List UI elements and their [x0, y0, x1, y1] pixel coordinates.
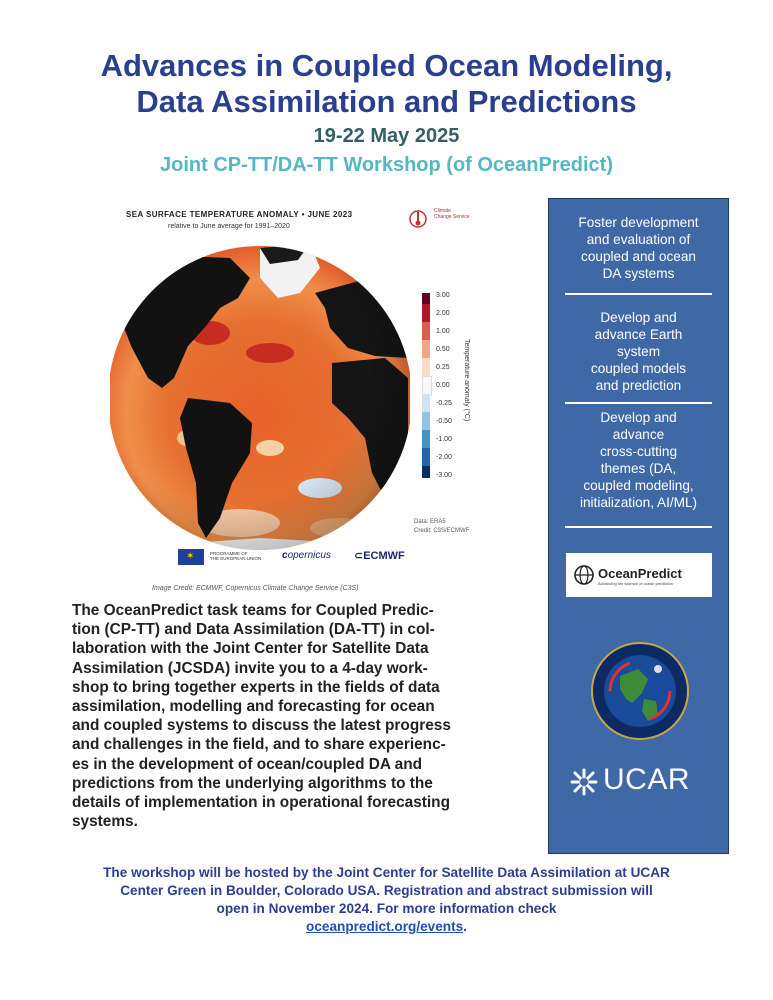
colorbar-swatch [422, 340, 430, 358]
goal-line: advance [612, 427, 665, 442]
colorbar-tick: 0.50 [436, 346, 450, 353]
title-line-1: Advances in Coupled Ocean Modeling, [100, 48, 673, 83]
ecmwf-label: ECMWF [363, 550, 405, 562]
colorbar-tick: 0.00 [436, 382, 450, 389]
eu-label-2: THE EUROPEAN UNION [210, 556, 262, 561]
image-credit: Image Credit: ECMWF, Copernicus Climate Change Service (C3S) [152, 585, 359, 592]
colorbar-swatch [422, 466, 430, 478]
paragraph-line: details of implementation in operational forecasting [72, 794, 450, 812]
paragraph-line: es in the development of ocean/coupled DA and [72, 755, 423, 773]
c3s-logo [408, 208, 498, 238]
paragraph-line: tion (CP-TT) and Data Assimilation (DA-TT) in col- [72, 621, 435, 639]
map-title: SEA SURFACE TEMPERATURE ANOMALY • JUNE 2023 [126, 210, 353, 219]
goal-line: coupled and ocean [581, 249, 696, 264]
invitation-paragraph [72, 601, 542, 831]
goal-item-3 [549, 409, 728, 511]
ucar-label: UCAR [603, 763, 691, 796]
colorbar-tick: -0.25 [436, 400, 452, 407]
c3s-label-2: Change Service [434, 214, 470, 220]
goal-line: coupled models [590, 361, 687, 376]
colorbar-tick: -3.00 [436, 472, 452, 479]
event-dates: 19-22 May 2025 [313, 125, 460, 147]
goal-line: and evaluation of [586, 232, 691, 247]
link-suffix: . [463, 919, 467, 934]
globe-map-image [110, 238, 410, 558]
oceanpredict-tagline: Advancing the science of ocean prediction [598, 581, 673, 586]
eu-flag-icon: ✶ [178, 549, 204, 565]
goal-line: advance Earth [594, 327, 683, 342]
c3s-label-1: Climate [434, 208, 451, 214]
colorbar-swatch [422, 412, 430, 430]
colorbar-swatch [422, 293, 430, 304]
data-credit: Credit: C3S/ECMWF [414, 528, 470, 534]
paragraph-line: The OceanPredict task teams for Coupled Predic- [72, 602, 434, 619]
colorbar-swatch [422, 430, 430, 448]
paragraph-line: and coupled systems to discuss the latest progress [72, 717, 451, 735]
goal-line: Develop and [600, 410, 677, 425]
goal-line: cross-cutting [599, 444, 678, 459]
goal-item-1 [549, 214, 728, 282]
goal-line: themes (DA, [600, 461, 677, 476]
paragraph-line: predictions from the underlying algorithms to the [72, 774, 433, 792]
c3s-icon [408, 208, 428, 230]
goal-line: and prediction [595, 378, 682, 393]
paragraph-line: Assimilation (JCSDA) invite you to a 4-day work- [72, 659, 428, 677]
divider [565, 526, 712, 528]
ucar-star-icon [569, 767, 599, 797]
ecmwf-logo: ⊂ECMWF [354, 550, 405, 562]
goal-line: system [616, 344, 661, 359]
copernicus-logo: copernicus [282, 550, 331, 561]
paragraph-line: laboration with the Joint Center for Satellite Data [72, 640, 429, 658]
colorbar-tick: 3.00 [436, 292, 450, 299]
eu-label-1: PROGRAMME OF [210, 551, 248, 556]
goals-panel [548, 198, 729, 854]
oceanpredict-name: OceanPredict [598, 566, 682, 581]
goal-item-2 [549, 309, 728, 394]
ucar-logo [569, 765, 709, 801]
sst-anomaly-figure [110, 196, 530, 596]
colorbar-swatch [422, 322, 430, 340]
globe-icon [573, 564, 595, 586]
copernicus-label: opernicus [287, 550, 331, 561]
footer-line-3: open in November 2024. For more information check [216, 901, 557, 916]
workshop-subtitle: Joint CP-TT/DA-TT Workshop (of OceanPredict) [160, 154, 613, 176]
goal-line: Develop and [600, 310, 677, 325]
goal-line: coupled modeling, [583, 478, 694, 493]
footer-line-2: Center Green in Boulder, Colorado USA. Registration and abstract submission will [120, 883, 653, 898]
goal-line: Foster development [578, 215, 699, 230]
colorbar-swatch [422, 304, 430, 322]
colorbar-tick: 1.00 [436, 328, 450, 335]
goal-line: DA systems [602, 266, 675, 281]
colorbar-swatch [422, 448, 430, 466]
jcsda-seal-logo [590, 641, 690, 741]
colorbar-swatch [422, 358, 430, 376]
events-link[interactable]: oceanpredict.org/events [306, 919, 464, 934]
colorbar-tick: -2.00 [436, 454, 452, 461]
goal-line: initialization, AI/ML) [579, 495, 698, 510]
colorbar-tick: 0.25 [436, 364, 450, 371]
partner-logos [178, 547, 478, 565]
divider [565, 402, 712, 404]
footer-line-1: The workshop will be hosted by the Joint Center for Satellite Data Assimilation at UCAR [103, 865, 670, 880]
footer-text [0, 864, 773, 936]
paragraph-line: assimilation, modelling and forecasting for ocean [72, 698, 435, 716]
colorbar-axis-label: Temperature anomaly (°C) [463, 339, 470, 422]
paragraph-line: and challenges in the field, and to share experienc- [72, 736, 446, 754]
title-line-2: Data Assimilation and Predictions [136, 84, 637, 119]
oceanpredict-logo [566, 553, 712, 597]
colorbar-tick: 2.00 [436, 310, 450, 317]
colorbar-tick: -0.50 [436, 418, 452, 425]
colorbar-swatch [422, 394, 430, 412]
colorbar-tick: -1.00 [436, 436, 452, 443]
paragraph-line: systems. [72, 813, 138, 831]
data-source: Data: ERA5 [414, 519, 446, 525]
divider [565, 293, 712, 295]
paragraph-line: shop to bring together experts in the fields of data [72, 678, 440, 696]
map-subtitle: relative to June average for 1991–2020 [168, 223, 290, 230]
colorbar-swatch [422, 376, 432, 396]
